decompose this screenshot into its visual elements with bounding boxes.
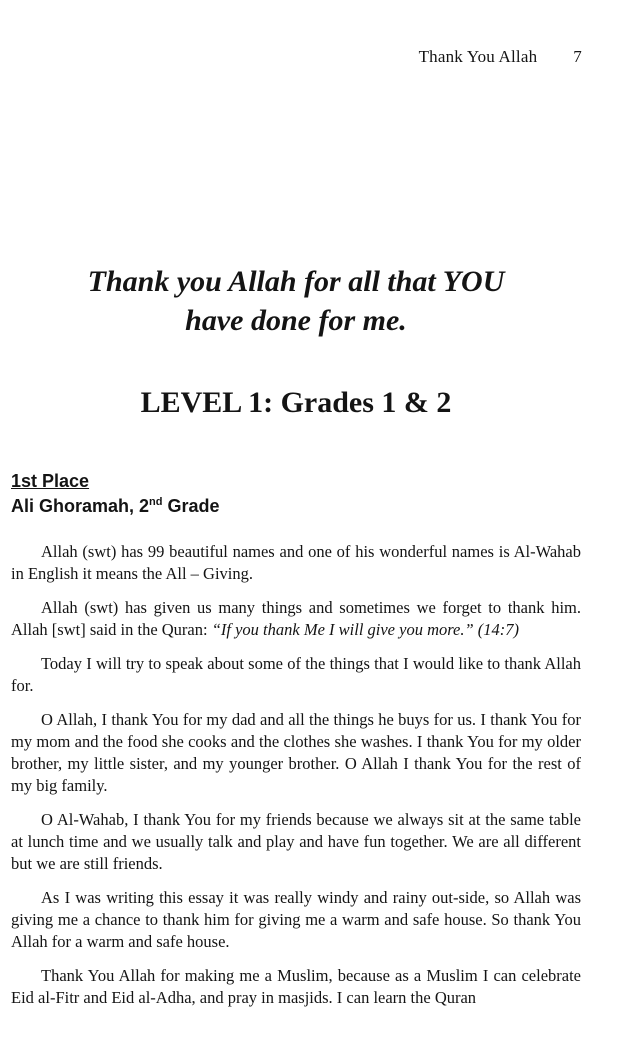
grade-ordinal-suffix: nd [149,496,163,508]
author-line [11,495,220,518]
paragraph-5: O Al-Wahab, I thank You for my friends because we always sit at the same table at lunch time and we usually talk and play and have fun together. We are all different but we are still friends. [11,810,581,873]
dedication-line-1: Thank you Allah for all that YOU [87,265,505,298]
paragraph-6: As I was writing this essay it was really windy and rainy out-side, so Allah was giving me a chance to thank him for giving me a warm and safe house. So thank You Allah for a warm and safe house. [11,888,581,951]
author-name: Ali Ghoramah, 2 [11,496,150,516]
paragraph-4: O Allah, I thank You for my dad and all the things he buys for us. I thank You for my mom and the food she cooks and the clothes she washes. I thank You for my older brother, my little sister, and my younger brother. O Allah I thank You for the rest of my big family. [11,710,581,795]
page-number: 7 [573,47,582,66]
paragraph-7: Thank You Allah for making me a Muslim, because as a Muslim I can celebrate Eid al-Fitr and Eid al-Adha, and pray in masjids. I can learn the Quran [11,966,581,1007]
dedication-title [0,262,592,340]
grade-word: Grade [162,496,220,516]
place-heading: 1st Place [11,471,90,491]
paragraph-3: Today I will try to speak about some of the things that I would like to thank Allah for. [11,654,581,695]
dedication-line-2: have done for me. [185,304,407,337]
running-title: Thank You Allah [418,47,538,66]
running-header [419,47,582,67]
paragraph-2-text: Allah (swt) has given us many things and sometimes we forget to thank him. Allah [swt] said in the Quran: [11,598,581,639]
paragraph-2 [11,597,581,641]
paragraph-1: Allah (swt) has 99 beautiful names and one of his wonderful names is Al-Wahab in English it means the All – Giving. [11,542,581,583]
essay-body [11,541,581,1009]
level-heading: LEVEL 1: Grades 1 & 2 [140,386,452,419]
quran-quote: “If you thank Me I will give you more.” (14:7) [211,620,520,639]
